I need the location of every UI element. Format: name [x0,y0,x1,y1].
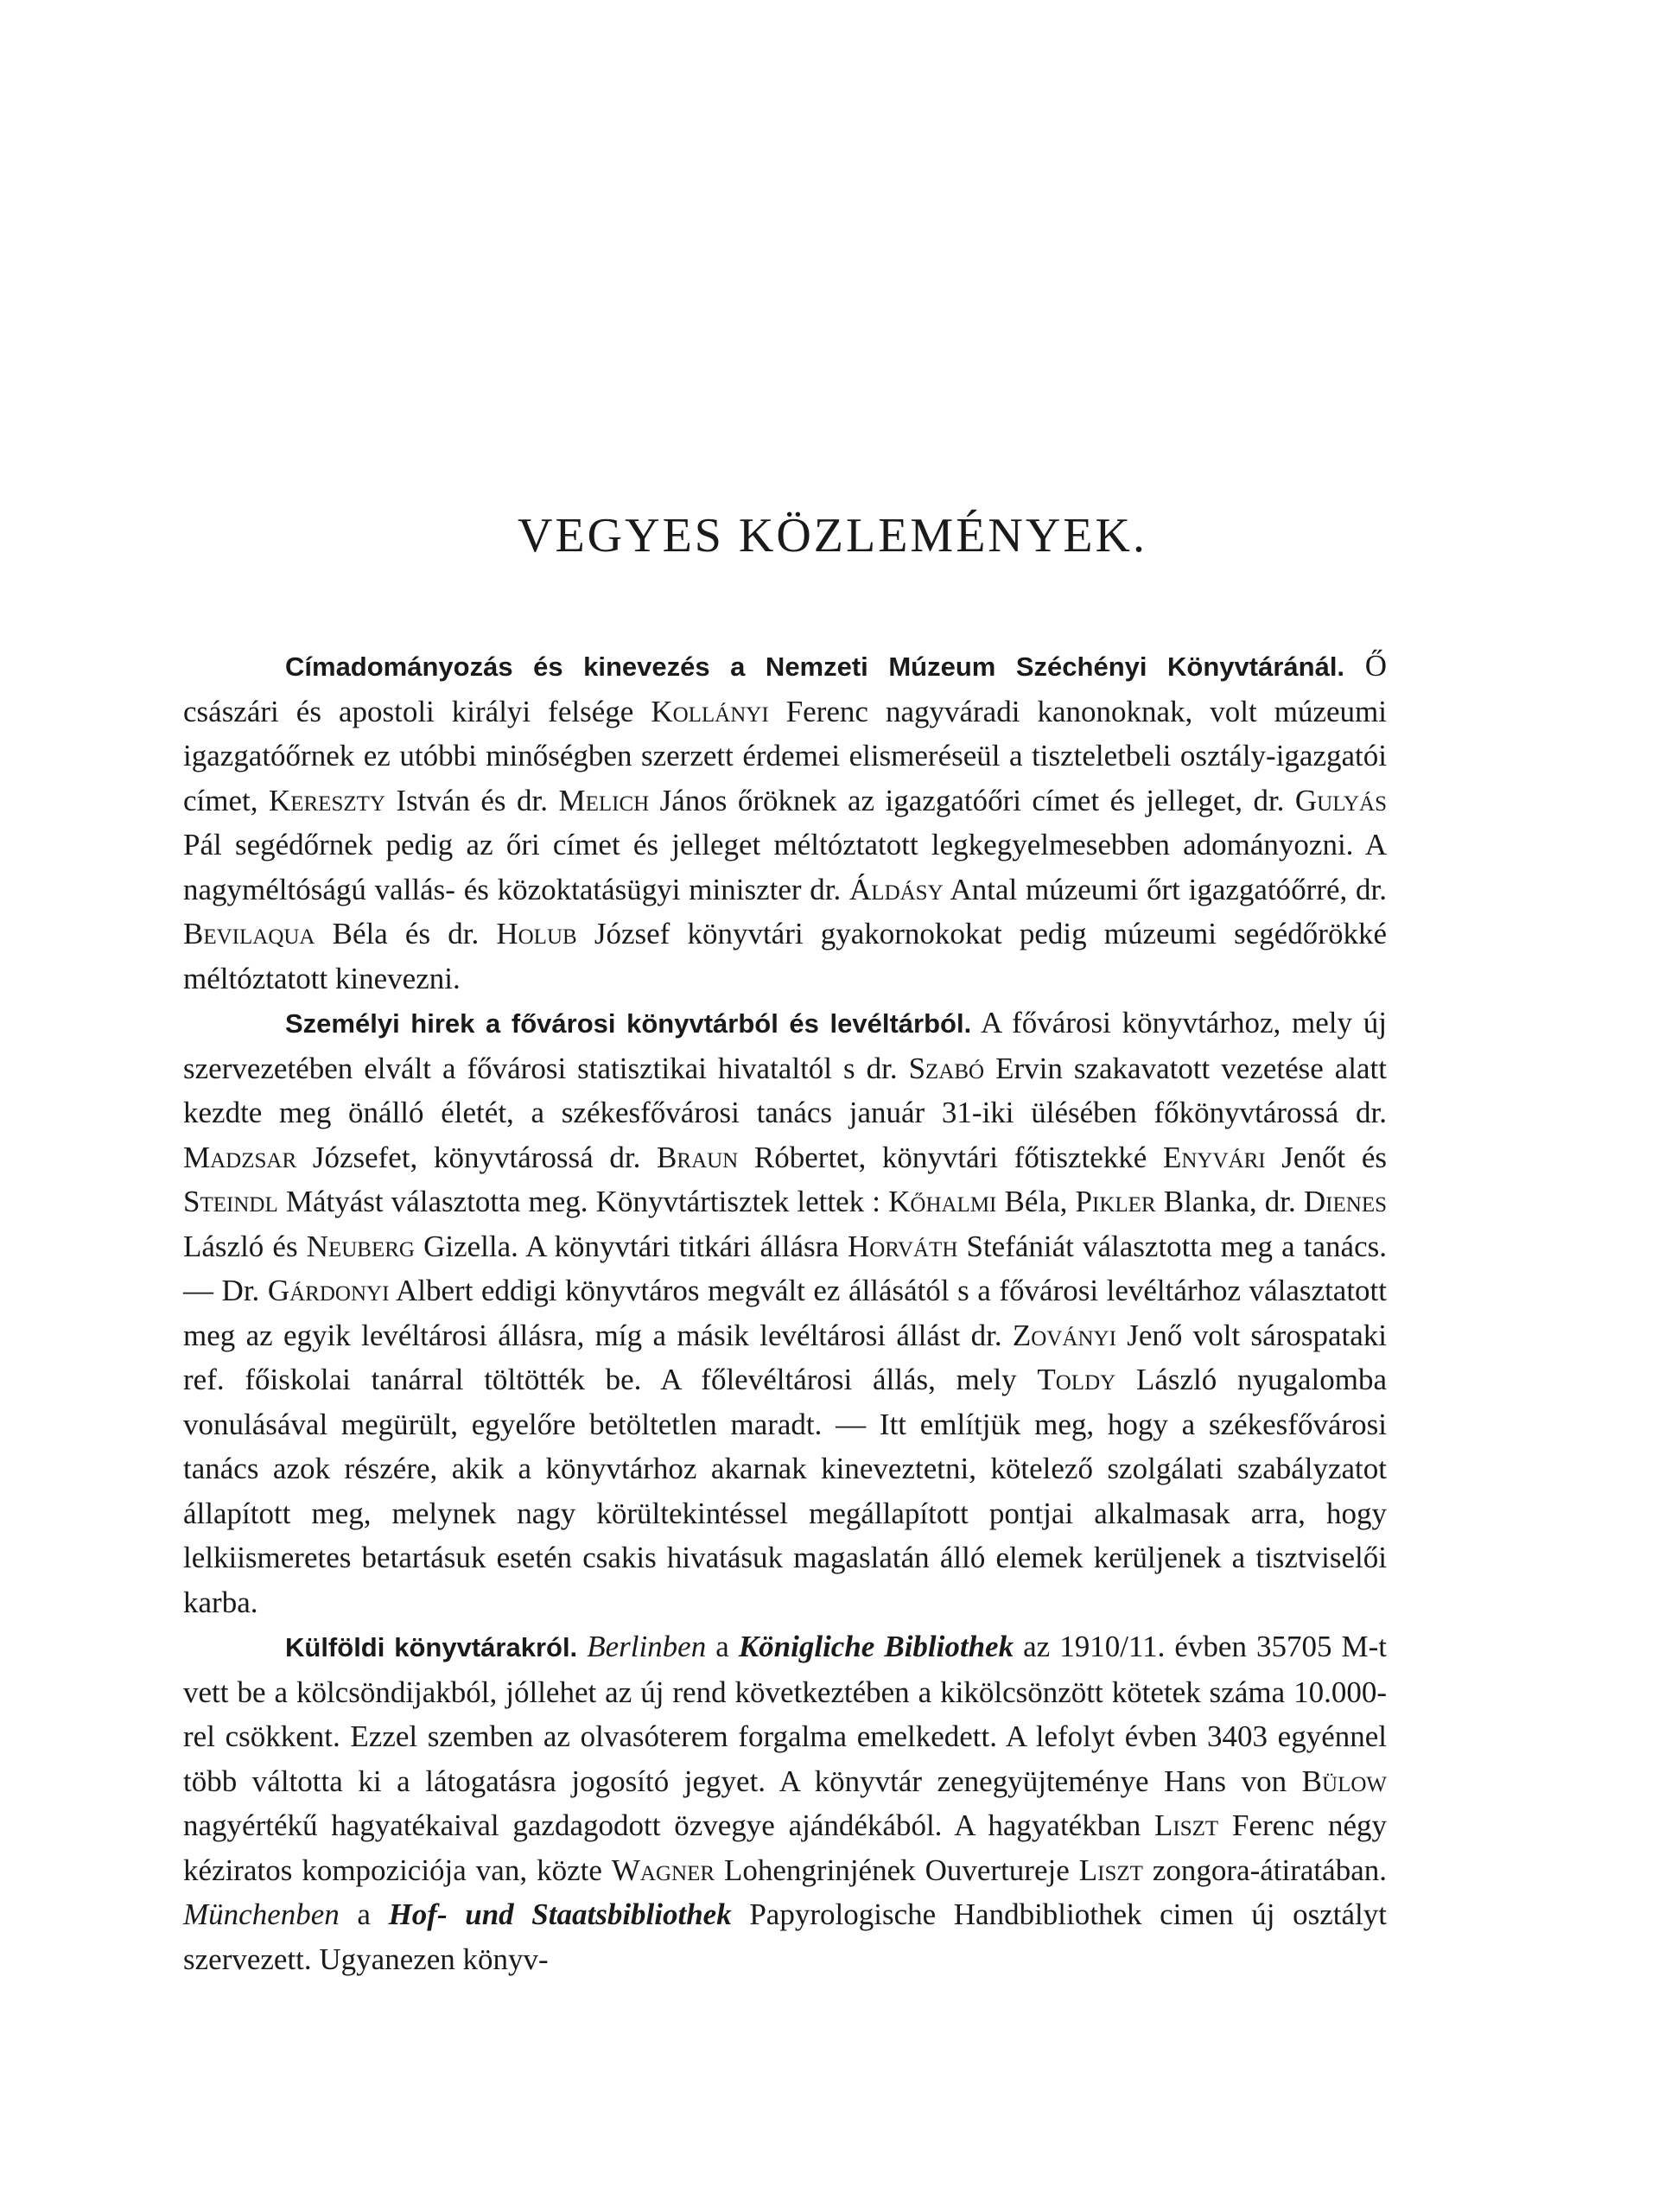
text-run: László és [183,1229,307,1263]
person-name: Toldy [1037,1363,1116,1396]
text-run: Blanka, dr. [1155,1185,1304,1218]
text-run: János őröknek az igazgatóőri címet és jelleget, dr. [649,783,1295,817]
person-name: Gárdonyi [267,1274,390,1307]
text-run: Ferenc négy kéziratos kompoziciója van, közte [183,1808,1387,1887]
person-name: Kőhalmi [888,1185,997,1218]
text-run: Béla és dr. [315,917,497,950]
text-run: Béla, [996,1185,1076,1218]
person-name: Liszt [1078,1853,1143,1887]
text-run: Pál segédőrnek pedig az őri címet és jelleget méltóztatott legkegyelmesebben adományozni. A nagyméltóságú vallás- és közoktatásügyi miniszter dr. [183,828,1387,906]
text-run: Józsefet, könyvtárossá dr. [296,1140,658,1174]
person-name: Áldásy [849,872,944,906]
text-run: László nyugalomba vonulásával megürült, egyelőre betöltetlen maradt. — Itt említjük meg, hogy a székesfővárosi tanács azok részére, akik a könyvtárhoz akarnak kineveztetni, kötelező szolgálati szabályzatot állapított meg, melynek nagy körültekintéssel megállapított pontjai alkalmasak arra, hogy lelkiismeretes betartásuk esetén csakis hivatásuk magaslatán álló elemek kerüljenek a tisztviselői karba. [183,1363,1387,1619]
paragraph-cimadomanyozas [183,644,1387,1001]
person-name: Holub [496,917,577,950]
section-heading: Címadományozás és kinevezés a Nemzeti Múzeum Széchényi Könyvtáránál. [285,652,1345,682]
person-name: Szabó [908,1051,985,1085]
article-body [183,644,1387,1981]
text-run: Mátyást választotta meg. Könyvtártisztek lettek : [277,1185,889,1218]
text-run: Ő császári és apostoli királyi felsége [183,649,1387,728]
person-name: Wagner [611,1853,715,1887]
text-run: Antal múzeumi őrt igazgatóőrré, dr. [943,872,1387,906]
text-run: Albert eddigi könyvtáros megvált ez állásától s a fővárosi levéltárhoz választatott meg az egyik levéltárosi állásra, míg a másik levéltárosi állást dr. [183,1274,1388,1352]
page-title: VEGYES KÖZLEMÉNYEK. [518,509,1147,563]
text-run: József könyvtári gyakornokokat pedig múzeumi segédőrökké méltóztatott kinevezni. [183,917,1387,995]
text-run: Stefániát választotta meg a tanács. — Dr. [183,1229,1387,1307]
institution-name: Hof- und Staatsbibliothek [388,1897,732,1931]
section-heading: Külföldi könyvtárakról. [285,1632,578,1662]
text-run: István és dr. [384,783,559,817]
text-run: Ervin szakavatott vezetése alatt kezdte meg önálló életét, a székesfővárosi tanács január 31-iki ülésében főkönyvtárossá dr. [183,1051,1388,1129]
text-run: Jenőt és [1265,1140,1387,1174]
place-name: Münchenben [183,1897,340,1931]
person-name: Bevilaqua [183,917,315,950]
person-name: Neuberg [306,1229,415,1263]
person-name: Madzsar [183,1140,297,1174]
text-run: a [706,1630,739,1663]
text-run: A fővárosi könyvtárhoz, mely új szervezetében elvált a fővárosi statisztikai hivataltól s dr. [183,1006,1387,1085]
place-name: Berlinben [587,1630,707,1663]
person-name: Bülow [1301,1764,1387,1798]
text-run: az 1910/11. évben 35705 M-t vett be a kölcsöndijakból, jóllehet az új rend következtében a kikölcsönzött kötetek száma 10.000-rel csökkent. Ezzel szemben az olvasóterem forgalma emelkedett. A lefolyt évben 3403 egyénnel több váltotta ki a látogatásra jogosító jegyet. A könyvtár zenegyüjteménye Hans von [183,1630,1387,1798]
text-run: Jenő volt sárospataki ref. főiskolai tanárral töltötték be. A főlevéltárosi állás, mely [183,1318,1387,1396]
person-name: Braun [657,1140,739,1174]
text-run: zongora-átiratában. [1142,1853,1387,1887]
paragraph-kulfoldi-konyvtarak [183,1624,1387,1981]
person-name: Enyvári [1162,1140,1266,1174]
institution-name: Königliche Bibliothek [738,1630,1014,1663]
person-name: Liszt [1154,1808,1219,1842]
text-run: Róbertet, könyvtári főtisztekké [738,1140,1163,1174]
person-name: Kereszty [268,783,385,817]
text-run: Ferenc nagyváradi kanonoknak, volt múzeumi igazgatóőrnek ez utóbbi minőségben szerzett érdemei elismeréseül a tiszteletbeli osztály-igazgatói címet, [183,694,1387,817]
person-name: Kollányi [651,694,769,728]
text-run: Papyrologische Handbibliothek cimen új osztályt szervezett. Ugyanezen könyv- [183,1897,1387,1976]
paragraph-szemelyi-hirek [183,1001,1387,1624]
person-name: Horváth [847,1229,958,1263]
person-name: Gulyás [1294,783,1387,817]
person-name: Pikler [1075,1185,1156,1218]
text-run: a [339,1897,389,1931]
person-name: Melich [558,783,650,817]
text-run: Lohengrinjének Ouvertureje [715,1853,1079,1887]
person-name: Zoványi [1012,1318,1116,1352]
text-run: Gizella. A könyvtári titkári állásra [414,1229,848,1263]
person-name: Steindl [183,1185,278,1218]
section-heading: Személyi hirek a fővárosi könyvtárból és levéltárból. [285,1008,972,1039]
text-run: nagyértékű hagyatékaival gazdagodott özvegye ajándékából. A hagyatékban [183,1808,1155,1842]
person-name: Dienes [1303,1185,1387,1218]
